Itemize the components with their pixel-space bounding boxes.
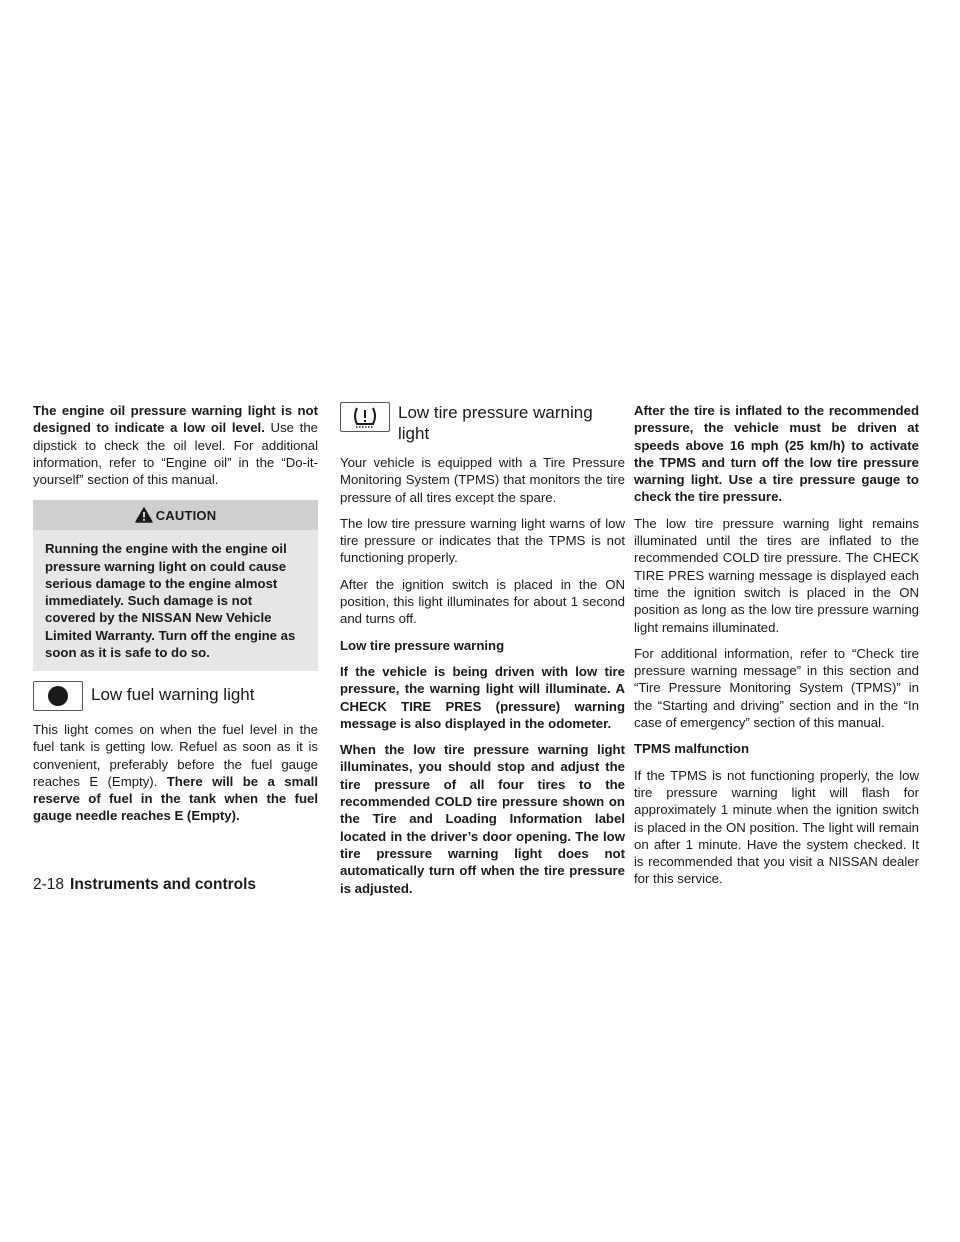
oil-text: Use the dipstick to check the oil level. For additional information, refer to “Engine oil” in the “Do-it-yourself” section of this manual.: [33, 420, 318, 488]
inflate-bold-paragraph: After the tire is inflated to the recommended pressure, the vehicle must be driven at speeds above 16 mph (25 km/h) to activate the TPMS and turn off the low tire pressure warning light. Use a tire pressure gauge to check the tire pressure.: [634, 403, 919, 505]
warning-triangle-icon: [135, 507, 153, 523]
tpms-malfunction-subheading: TPMS malfunction: [634, 741, 750, 757]
low-tire-subheading: Low tire pressure warning: [340, 637, 505, 653]
tire-bold-paragraph-2: When the low tire pressure warning light illuminates, you should stop and adjust the tire pressure of all four tires to the recommended COLD tire pressure shown on the Tire and Loading Information label located in the driver’s door opening. The low tire pressure warning light does not automatically turn off when the tire pressure is adjusted.: [340, 742, 625, 896]
tire-paragraph-1: Your vehicle is equipped with a Tire Pressure Monitoring System (TPMS) that monitors the tire pressure of all tires except the spare.: [340, 455, 625, 505]
oil-bold-text: The engine oil pressure warning light is not designed to indicate a low oil level.: [33, 403, 318, 436]
tire-paragraph-3: After the ignition switch is placed in the ON position, this light illuminates for about 1 second and turns off.: [340, 576, 625, 627]
fuel-paragraph: [33, 721, 318, 825]
column-middle: [340, 402, 625, 897]
fuel-bold-text: There will be a small reserve of fuel in the tank when the fuel gauge needle reaches E (Empty).: [33, 773, 318, 824]
caution-label: CAUTION: [155, 507, 217, 523]
remains-paragraph: The low tire pressure warning light remains illuminated until the tires are inflated to the recommended COLD tire pressure. The CHECK TIRE PRES warning message is displayed each time the ignition switch is placed in the ON position as long as the low tire pressure warning light remains illuminated.: [634, 515, 919, 635]
caution-text: Running the engine with the engine oil pressure warning light on could cause serious damage to the engine almost immediately. Such damage is not covered by the NISSAN New Vehicle Limited Warranty. Turn off the engine as soon as it is safe to do so.: [45, 541, 296, 660]
section-title: Instruments and controls: [70, 876, 257, 893]
tire-bold-paragraph-1: If the vehicle is being driven with low tire pressure, the warning light will illuminate. A CHECK TIRE PRES (pressure) warning message is also displayed in the odometer.: [340, 663, 625, 731]
tpms-malfunction-paragraph: If the TPMS is not functioning properly, the low tire pressure warning light will flash for approximately 1 minute when the ignition switch is placed in the ON position. The light will remain on after 1 minute. Have the system checked. It is recommended that you visit a NISSAN dealer for this service.: [634, 767, 919, 887]
tire-section-heading: [340, 402, 625, 444]
tire-section-title: Low tire pressure warning light: [398, 403, 593, 443]
additional-info-paragraph: For additional information, refer to “Check tire pressure warning message” in this section and “Tire Pressure Monitoring System (TPMS)” in the “Starting and driving” section and in the “In case of emergency” section of this manual.: [634, 645, 919, 731]
fuel-section-heading: [33, 681, 318, 711]
column-left: [33, 402, 318, 825]
fuel-section-title: Low fuel warning light: [91, 684, 255, 704]
fuel-pump-icon: [46, 684, 70, 708]
fuel-text: This light comes on when the fuel level in the fuel tank is getting low. Refuel as soon as it is convenient, preferably before the fuel gauge reaches E (Empty).: [33, 721, 318, 789]
tire-icon-box: [340, 402, 390, 432]
oil-level-paragraph: [33, 402, 318, 488]
page-footer: [33, 876, 256, 894]
tire-pressure-icon: [350, 405, 380, 429]
caution-box: [33, 500, 318, 670]
fuel-icon-box: [33, 681, 83, 711]
page-number: 2-18: [33, 876, 65, 893]
tire-paragraph-2: The low tire pressure warning light warns of low tire pressure or indicates that the TPMS is not functioning properly.: [340, 515, 625, 566]
caution-header: [33, 500, 318, 530]
column-right: [634, 402, 919, 888]
